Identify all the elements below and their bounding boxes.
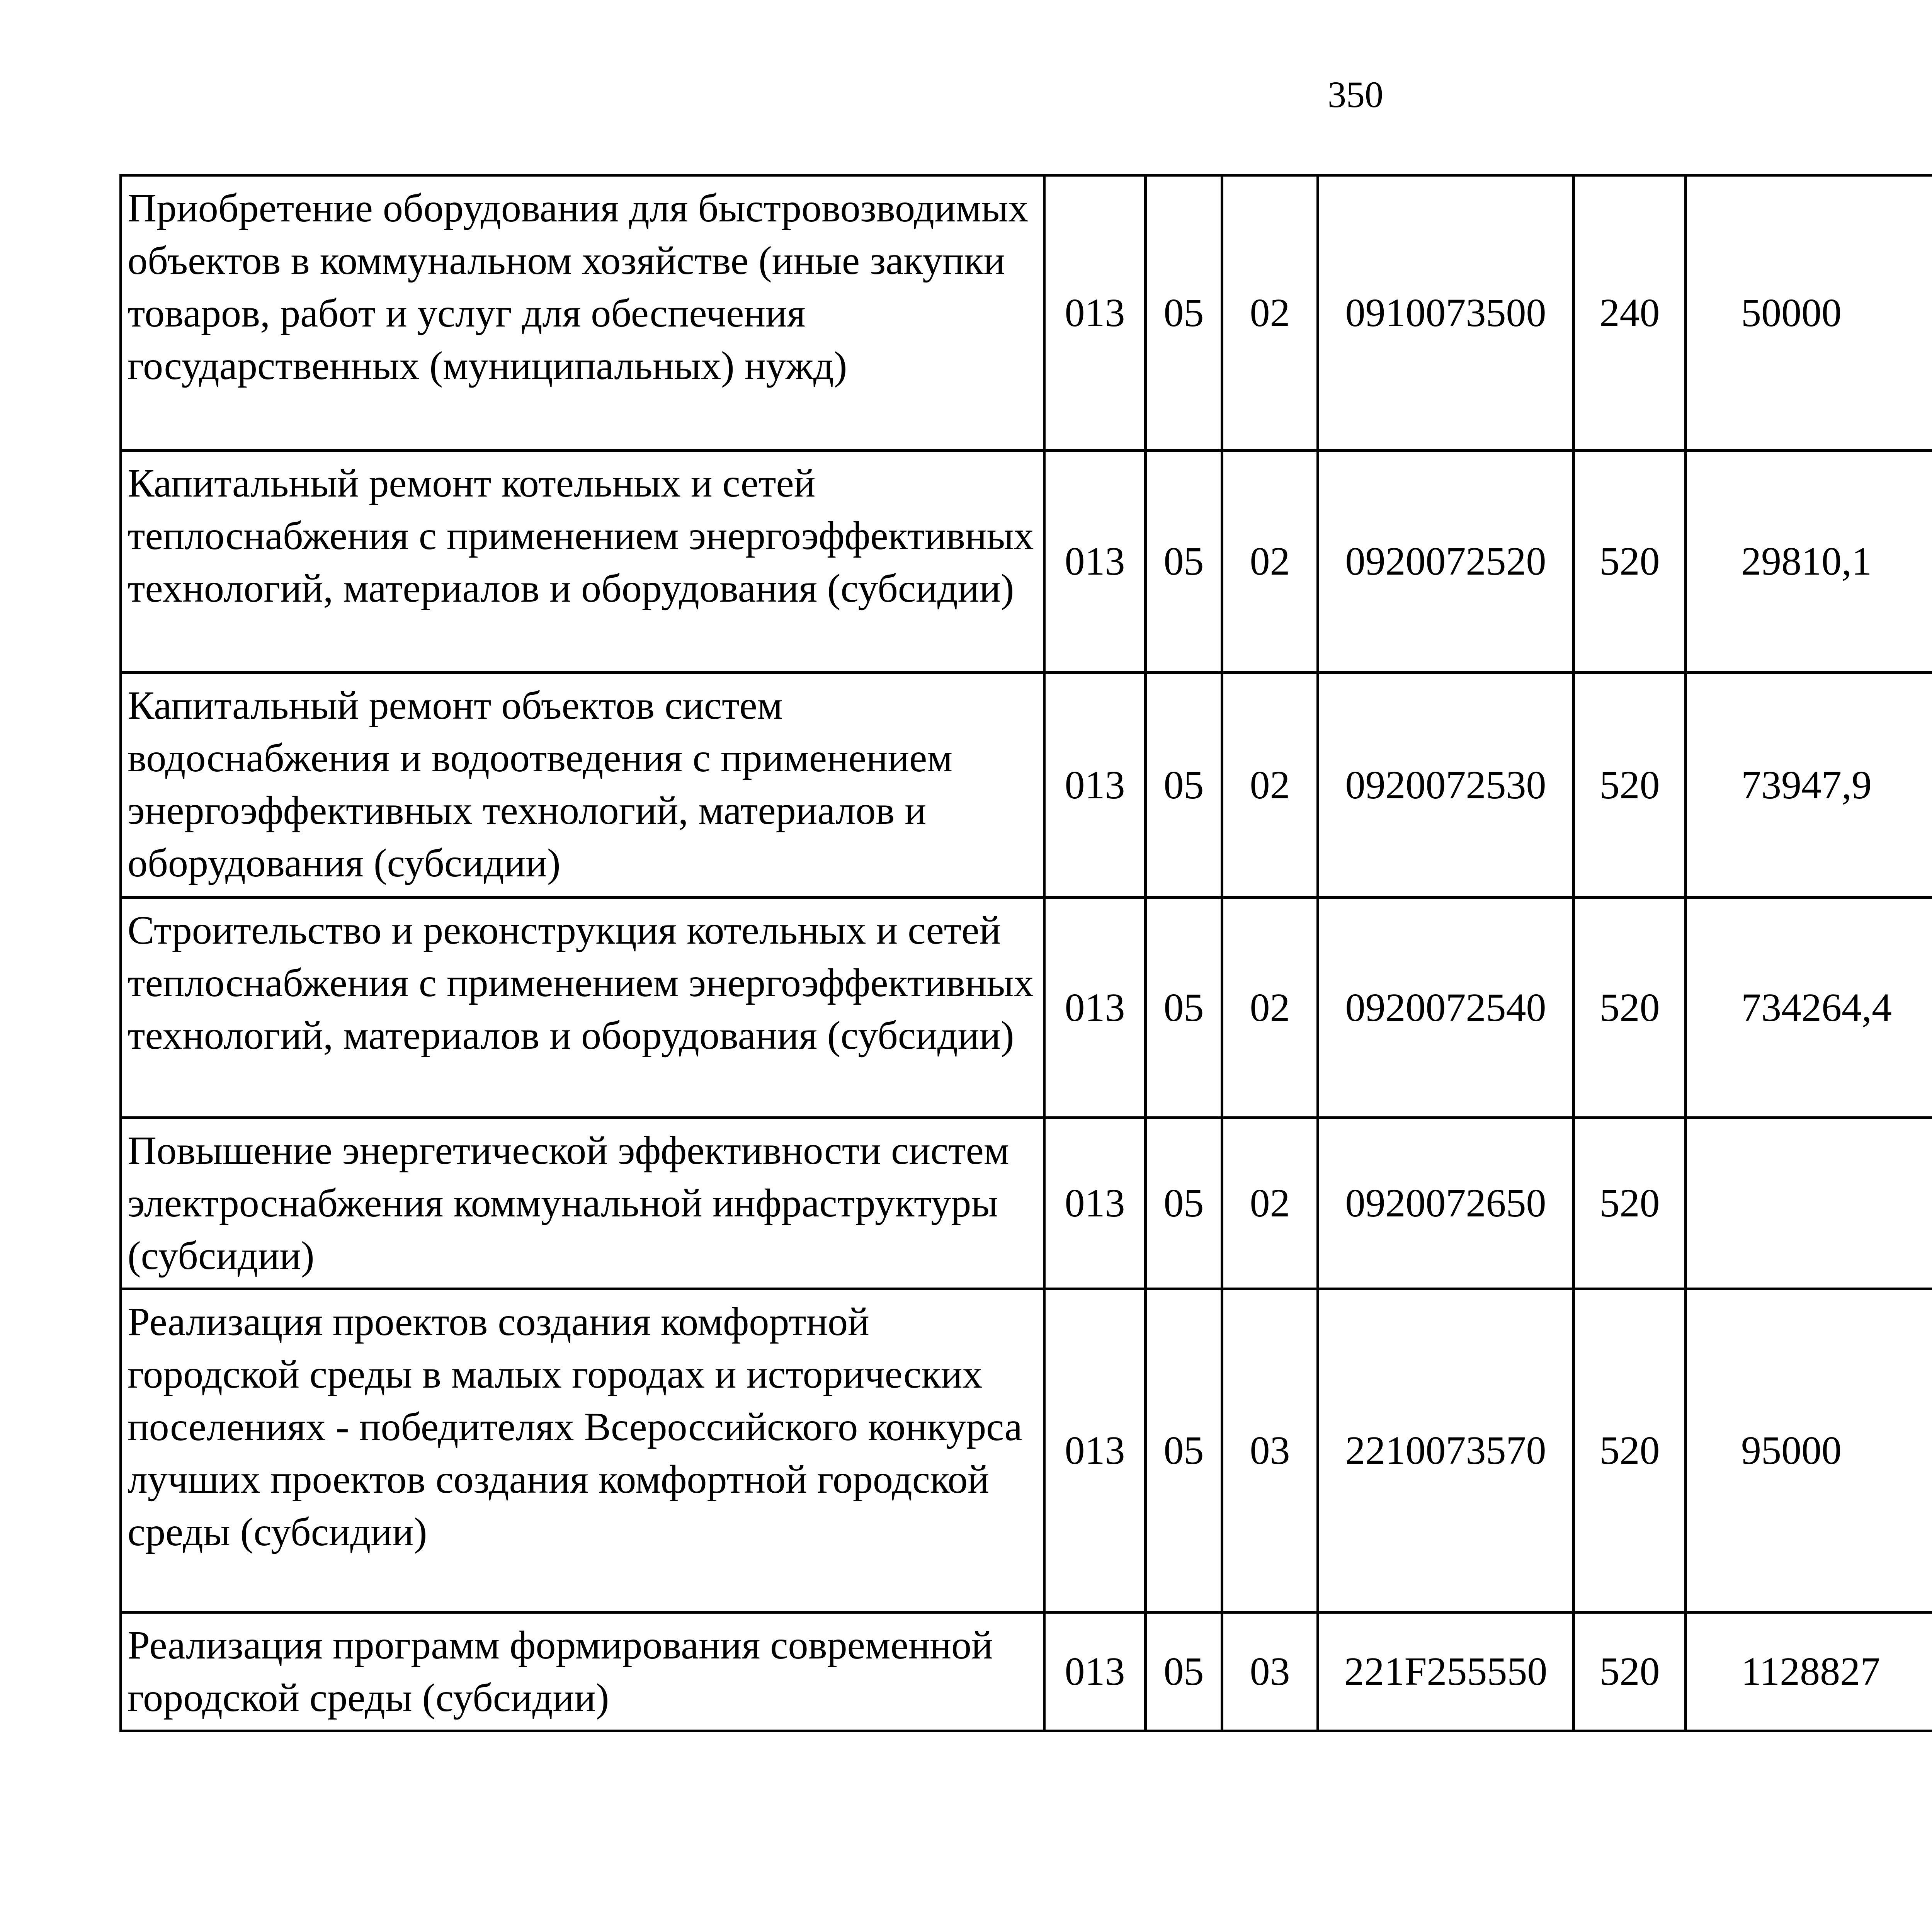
expense-type-cell: 240 bbox=[1574, 175, 1686, 451]
table-row bbox=[121, 451, 1932, 673]
table-row bbox=[121, 673, 1932, 898]
ministry-code-cell: 013 bbox=[1044, 673, 1146, 898]
target-article-cell: 0920072540 bbox=[1318, 898, 1574, 1118]
row-name-cell: Строительство и реконструкция котельных и сетей теплоснабжения с применением энергоэффективных технологий, материалов и оборудования (субсидии) bbox=[121, 898, 1044, 1118]
target-article-cell: 0920072520 bbox=[1318, 451, 1574, 673]
section-code-cell: 05 bbox=[1146, 175, 1222, 451]
table-row bbox=[121, 1613, 1932, 1731]
amount-1-cell: 50000 bbox=[1686, 175, 1932, 451]
amount-1-cell: 95000 bbox=[1686, 1289, 1932, 1613]
ministry-code-cell: 013 bbox=[1044, 1118, 1146, 1289]
ministry-code-cell: 013 bbox=[1044, 1613, 1146, 1731]
ministry-code-cell: 013 bbox=[1044, 898, 1146, 1118]
table-row bbox=[121, 898, 1932, 1118]
row-name-cell: Повышение энергетической эффективности систем электроснабжения коммунальной инфраструктуры (субсидии) bbox=[121, 1118, 1044, 1289]
row-name-cell: Капитальный ремонт объектов систем водоснабжения и водоотведения с применением энергоэффективных технологий, материалов и оборудования (субсидии) bbox=[121, 673, 1044, 898]
subsection-code-cell: 02 bbox=[1222, 898, 1318, 1118]
row-name-cell: Реализация проектов создания комфортной городской среды в малых городах и исторических поселениях - победителях Всероссийского конкурса лучших проектов создания комфортной городской среды (субсидии) bbox=[121, 1289, 1044, 1613]
target-article-cell: 2210073570 bbox=[1318, 1289, 1574, 1613]
table-row bbox=[121, 175, 1932, 451]
expense-type-cell: 520 bbox=[1574, 1118, 1686, 1289]
section-code-cell: 05 bbox=[1146, 1289, 1222, 1613]
target-article-cell: 0920072650 bbox=[1318, 1118, 1574, 1289]
amount-1-cell: 73947,9 bbox=[1686, 673, 1932, 898]
subsection-code-cell: 03 bbox=[1222, 1613, 1318, 1731]
amount-1-cell: 734264,4 bbox=[1686, 898, 1932, 1118]
section-code-cell: 05 bbox=[1146, 673, 1222, 898]
section-code-cell: 05 bbox=[1146, 1118, 1222, 1289]
section-code-cell: 05 bbox=[1146, 898, 1222, 1118]
subsection-code-cell: 02 bbox=[1222, 673, 1318, 898]
amount-1-cell bbox=[1686, 1118, 1932, 1289]
expense-type-cell: 520 bbox=[1574, 898, 1686, 1118]
table-row bbox=[121, 1118, 1932, 1289]
section-code-cell: 05 bbox=[1146, 451, 1222, 673]
row-name-cell: Приобретение оборудования для быстровозводимых объектов в коммунальном хозяйстве (иные закупки товаров, работ и услуг для обеспечения государственных (муниципальных) нужд) bbox=[121, 175, 1044, 451]
page-number: 350 bbox=[1328, 74, 1383, 115]
subsection-code-cell: 03 bbox=[1222, 1289, 1318, 1613]
expense-type-cell: 520 bbox=[1574, 451, 1686, 673]
amount-1-cell: 29810,1 bbox=[1686, 451, 1932, 673]
target-article-cell: 221F255550 bbox=[1318, 1613, 1574, 1731]
row-name-cell: Капитальный ремонт котельных и сетей теплоснабжения с применением энергоэффективных технологий, материалов и оборудования (субсидии) bbox=[121, 451, 1044, 673]
subsection-code-cell: 02 bbox=[1222, 1118, 1318, 1289]
section-code-cell: 05 bbox=[1146, 1613, 1222, 1731]
row-name-cell: Реализация программ формирования современной городской среды (субсидии) bbox=[121, 1613, 1044, 1731]
subsection-code-cell: 02 bbox=[1222, 175, 1318, 451]
ministry-code-cell: 013 bbox=[1044, 175, 1146, 451]
expense-type-cell: 520 bbox=[1574, 1613, 1686, 1731]
target-article-cell: 0920072530 bbox=[1318, 673, 1574, 898]
expense-type-cell: 520 bbox=[1574, 1289, 1686, 1613]
amount-1-cell: 1128827 bbox=[1686, 1613, 1932, 1731]
budget-table bbox=[119, 174, 1932, 1732]
budget-table-body bbox=[121, 175, 1932, 1731]
ministry-code-cell: 013 bbox=[1044, 1289, 1146, 1613]
ministry-code-cell: 013 bbox=[1044, 451, 1146, 673]
expense-type-cell: 520 bbox=[1574, 673, 1686, 898]
target-article-cell: 0910073500 bbox=[1318, 175, 1574, 451]
table-row bbox=[121, 1289, 1932, 1613]
subsection-code-cell: 02 bbox=[1222, 451, 1318, 673]
